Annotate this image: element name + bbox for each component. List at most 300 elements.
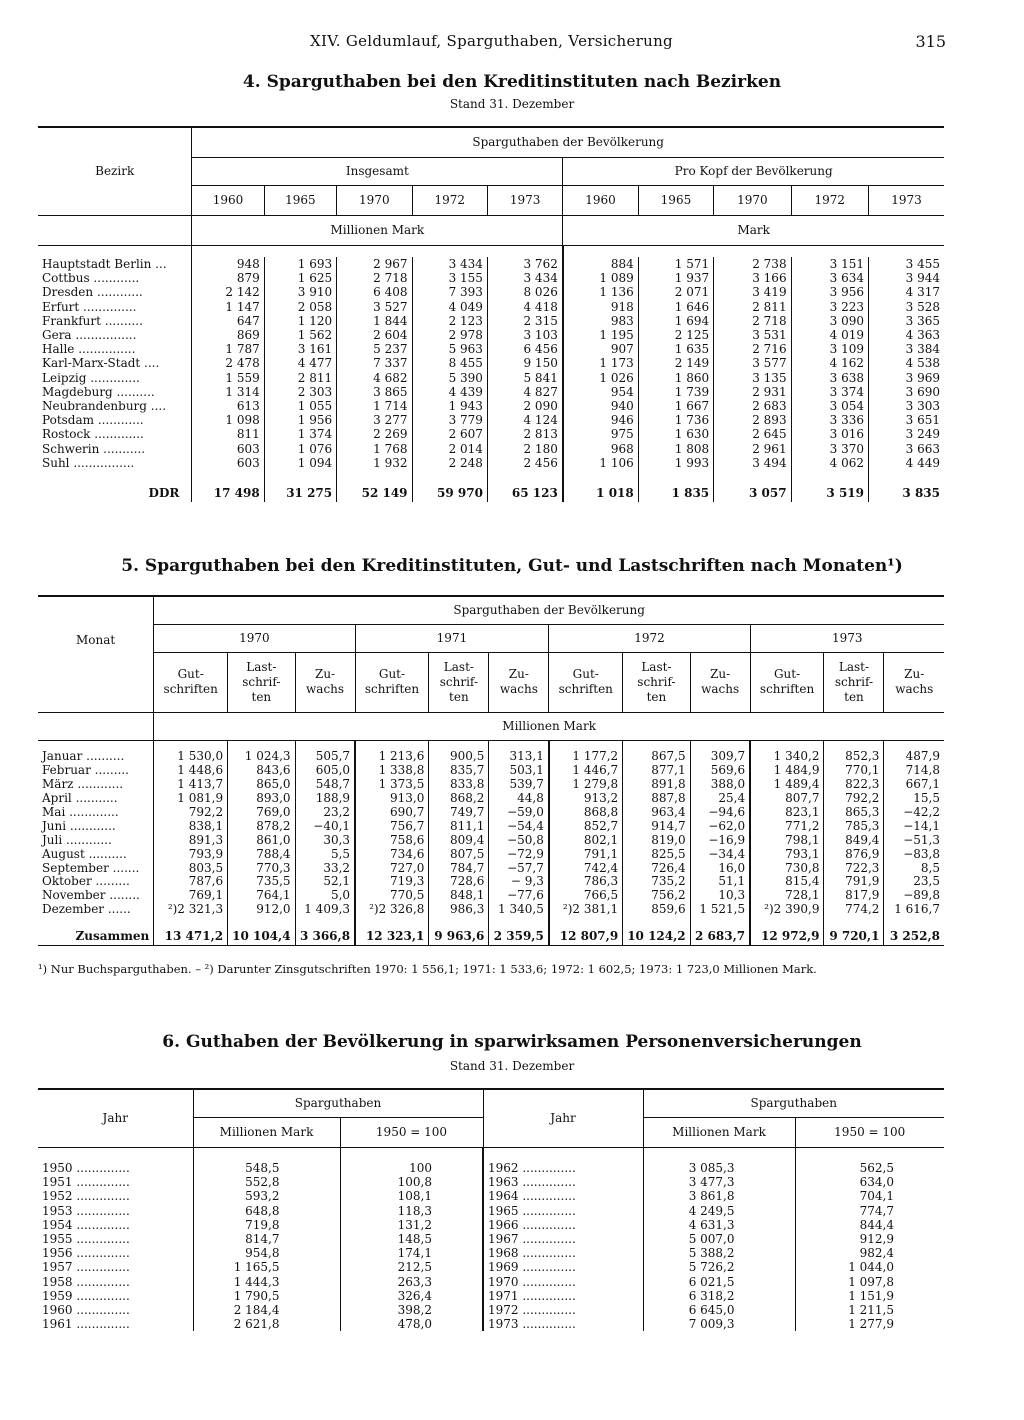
table-row [38,257,944,271]
row-label: Hauptstadt Berlin ... [42,257,167,272]
row-label: 1951 .............. [42,1175,130,1190]
table-row [38,1161,944,1175]
table-cell: 6 645,0 [643,1303,795,1317]
table-cell: 1 446,7 [549,764,623,778]
table-cell: 3 865 [337,385,412,399]
table-cell: 4 124 [487,413,562,427]
table-cell: 65 123 [487,484,562,502]
table-cell: 1 739 [638,385,713,399]
running-header [0,32,1024,52]
table-cell: 3 779 [412,413,487,427]
table-row [38,1175,944,1189]
table-cell: 4 538 [869,356,945,370]
row-label: 1955 .............. [42,1232,130,1247]
table-cell: 2 718 [337,271,412,285]
table-cell: 2 716 [714,342,791,356]
table-cell: 212,5 [340,1260,483,1274]
table-cell: 983 [563,314,638,328]
table-cell: 2 125 [638,328,713,342]
row-label: Frankfurt .......... [42,313,143,328]
table-cell: 4 477 [264,356,336,370]
table-cell: 907 [563,342,638,356]
table-cell: 23,2 [295,806,355,820]
row-label: 1957 .............. [42,1260,130,1275]
row-label: 1973 .............. [483,1317,643,1331]
table-cell: 3 577 [714,356,791,370]
table5-sub-header: Zu- wachs [489,652,549,712]
running-title: XIV. Geldumlauf, Sparguthaben, Versicherung [310,32,673,50]
table-cell: 3 103 [487,328,562,342]
table-cell: 3 419 [714,285,791,299]
table-cell: 982,4 [795,1246,944,1260]
table-cell: 647 [192,314,264,328]
table-cell: 788,4 [228,847,295,861]
table-cell: 100,8 [340,1175,483,1189]
table6-unit-mio-right: Millionen Mark [643,1117,795,1147]
table-cell: 833,8 [429,778,489,792]
table-cell: 912,9 [795,1232,944,1246]
table-row [38,356,944,370]
table-cell: 727,0 [355,861,429,875]
row-label: August .......... [42,846,127,861]
table-cell: 1 089 [563,271,638,285]
table-cell: 3 477,3 [643,1175,795,1189]
table-row [38,889,944,903]
table-cell: 1 448,6 [154,764,228,778]
table-cell: 5 390 [412,371,487,385]
table-row [38,441,944,455]
table-cell: 3 663 [869,441,945,455]
table-cell: 4 449 [869,456,945,470]
table-cell: 852,7 [549,819,623,833]
table-cell: 1 374 [264,427,336,441]
table-cell: 726,4 [623,861,690,875]
table-cell: 770,1 [824,764,884,778]
table-cell: −89,8 [884,889,944,903]
row-label: Karl-Marx-Stadt .... [42,356,160,371]
table-cell: −72,9 [489,847,549,861]
table4-year-header: 1965 [264,185,336,215]
table-cell: 802,1 [549,833,623,847]
table-cell: 6 318,2 [643,1289,795,1303]
table-cell: 756,7 [355,819,429,833]
table-cell: 798,1 [750,833,824,847]
table-cell: 785,3 [824,819,884,833]
table-cell: 2 978 [412,328,487,342]
table-cell: 793,1 [750,847,824,861]
table-cell: 1 808 [638,441,713,455]
table-cell: 6 021,5 [643,1275,795,1289]
table-cell: 25,4 [690,792,750,806]
table6-col-jahr-left: Jahr [38,1089,193,1147]
table-cell: 1 106 [563,456,638,470]
table-cell: 667,1 [884,778,944,792]
table4-sub-insgesamt: Insgesamt [192,157,563,185]
table-cell: 758,6 [355,833,429,847]
table-cell: 1 081,9 [154,792,228,806]
table-cell: −51,3 [884,833,944,847]
table-cell: 613 [192,399,264,413]
table-cell: 4 418 [487,300,562,314]
table5-sub-header: Last- schrif- ten [824,652,884,712]
table-cell: 548,5 [193,1161,340,1175]
table4-sub-prokopf: Pro Kopf der Bevölkerung [563,157,944,185]
table-cell: 1 693 [264,257,336,271]
table-row [38,806,944,820]
table-cell: 791,1 [549,847,623,861]
table5-sub-header: Gut- schriften [154,652,228,712]
row-label: Februar ......... [42,763,129,778]
table-cell: 1 860 [638,371,713,385]
table-row [38,285,944,299]
table-cell: 728,1 [750,889,824,903]
table-cell: 4 631,3 [643,1218,795,1232]
row-label: Rostock ............. [42,427,144,442]
table-cell: 2 269 [337,427,412,441]
table-cell: 603 [192,441,264,455]
row-label: Neubrandenburg .... [42,398,167,413]
row-label: November ........ [42,888,140,903]
table6-subtitle: Stand 31. Dezember [449,1059,575,1073]
row-label: Mai ............. [42,805,119,819]
table-cell: 2 683 [714,399,791,413]
table-cell: 1 076 [264,441,336,455]
table-cell: 552,8 [193,1175,340,1189]
row-label: 1963 .............. [483,1175,643,1189]
table5-sub-header: Last- schrif- ten [228,652,295,712]
table-cell: 3 638 [791,371,868,385]
table-cell: 3 494 [714,456,791,470]
table-cell: 1 956 [264,413,336,427]
table-cell: 5 237 [337,342,412,356]
table-cell: 10,3 [690,889,750,903]
table-cell: 2 014 [412,441,487,455]
row-label: 1971 .............. [483,1289,643,1303]
table-cell: 1 790,5 [193,1289,340,1303]
table-cell: 3 969 [869,371,945,385]
row-label: März ............ [42,777,124,792]
table-cell: −14,1 [884,819,944,833]
table-cell: 634,0 [795,1175,944,1189]
table-cell: 3 370 [791,441,868,455]
table-row [38,271,944,285]
table-cell: 1 338,8 [355,764,429,778]
table-row [38,371,944,385]
table4-year-header: 1972 [791,185,868,215]
table-cell: 719,3 [355,875,429,889]
table-cell: −40,1 [295,819,355,833]
table-cell: 388,0 [690,778,750,792]
table5-total-row [38,927,944,945]
table-cell: 771,2 [750,819,824,833]
table-cell: 3 434 [487,271,562,285]
table5-sub-header: Zu- wachs [295,652,355,712]
table-cell: 7 337 [337,356,412,370]
table-cell: 51,1 [690,875,750,889]
table-cell: 1 559 [192,371,264,385]
table-cell: 809,4 [429,833,489,847]
table-cell: 954,8 [193,1246,340,1260]
table5-sub-header: Zu- wachs [884,652,944,712]
table-cell: 2 621,8 [193,1317,340,1331]
table-cell: 704,1 [795,1189,944,1203]
table-cell: 12 323,1 [355,927,429,945]
table-cell: 3 634 [791,271,868,285]
table-cell: 1 413,7 [154,778,228,792]
table-cell: 1 993 [638,456,713,470]
row-label: Dresden ............ [42,285,143,300]
table-cell: 3 910 [264,285,336,299]
table-cell: 487,9 [884,750,944,764]
table-cell: 3 434 [412,257,487,271]
table-row [38,399,944,413]
table-cell: 877,1 [623,764,690,778]
row-label: 1969 .............. [483,1260,643,1274]
table-cell: 774,7 [795,1204,944,1218]
table6-col-jahr-right: Jahr [483,1089,643,1147]
row-label: 1967 .............. [483,1232,643,1246]
table-cell: 1 151,9 [795,1289,944,1303]
table-cell: 3 135 [714,371,791,385]
table-cell: 735,5 [228,875,295,889]
table-cell: 807,5 [429,847,489,861]
table-cell: 569,6 [690,764,750,778]
table-cell: 3 166 [714,271,791,285]
table-cell: 148,5 [340,1232,483,1246]
row-label: Zusammen [75,928,150,943]
table-cell: 876,9 [824,847,884,861]
row-label: 1952 .............. [42,1189,130,1204]
table5-sub-header: Last- schrif- ten [429,652,489,712]
table-cell: 825,5 [623,847,690,861]
table-row [38,1303,944,1317]
table-cell: −34,4 [690,847,750,861]
table-cell: 313,1 [489,750,549,764]
table-cell: 769,1 [154,889,228,903]
table-cell: −42,2 [884,806,944,820]
table-cell: 1 340,5 [489,903,549,917]
table4 [38,126,944,502]
table-cell: 1 136 [563,285,638,299]
table-cell: 1 213,6 [355,750,429,764]
table-cell: 2 604 [337,328,412,342]
table-cell: 4 317 [869,285,945,299]
table-cell: 811,1 [429,819,489,833]
table-cell: 3 944 [869,271,945,285]
table-cell: 3 835 [869,484,945,502]
table-cell: 770,3 [228,861,295,875]
table-cell: 865,3 [824,806,884,820]
table-cell: 1 736 [638,413,713,427]
table-cell: 52 149 [337,484,412,502]
table-row [38,819,944,833]
table-cell: 714,8 [884,764,944,778]
table-cell: 868,8 [549,806,623,820]
table6-title: 6. Guthaben der Bevölkerung in sparwirksamen Personenversicherungen [162,1032,862,1052]
table-cell: 868,2 [429,792,489,806]
table-cell: 1 562 [264,328,336,342]
row-label: Dezember ...... [42,902,131,917]
table5-year-header: 1973 [750,624,944,652]
row-label: 1953 .............. [42,1203,130,1218]
table-cell: 3 085,3 [643,1161,795,1175]
table-cell: 4 249,5 [643,1204,795,1218]
table5-footnote: ¹) Nur Buchsparguthaben. – ²) Darunter Zinsgutschriften 1970: 1 556,1; 1971: 1 533,6; 1972: 1 602,5; 1973: 1 723,0 Millionen Mark. [38,962,817,976]
row-label: 1961 .............. [42,1317,130,1332]
table-cell: 986,3 [429,903,489,917]
row-label: 1956 .............. [42,1246,130,1261]
table-cell: 1 521,5 [690,903,750,917]
row-label: 1968 .............. [483,1246,643,1260]
table-cell: 4 439 [412,385,487,399]
table-cell: 4 062 [791,456,868,470]
table4-total-row [38,484,944,502]
row-label: 1972 .............. [483,1303,643,1317]
row-label: September ....... [42,860,140,875]
table-cell: 5 963 [412,342,487,356]
table-cell: 593,2 [193,1189,340,1203]
table-cell: 3 090 [791,314,868,328]
row-label: Magdeburg .......... [42,384,155,399]
table-cell: −83,8 [884,847,944,861]
table-cell: 1 694 [638,314,713,328]
table-cell: 188,9 [295,792,355,806]
table-cell: 954 [563,385,638,399]
row-label: 1954 .............. [42,1217,130,1232]
table-cell: 838,1 [154,819,228,833]
table-row [38,792,944,806]
table-cell: 2 738 [714,257,791,271]
table-cell: 5 841 [487,371,562,385]
table-cell: 1 635 [638,342,713,356]
table-cell: 1 937 [638,271,713,285]
table-cell: 690,7 [355,806,429,820]
table-row [38,1189,944,1203]
table-cell: 1 211,5 [795,1303,944,1317]
table-cell: 7 009,3 [643,1317,795,1331]
row-label: Potsdam ............ [42,413,144,428]
table6-unit-index-right: 1950 = 100 [795,1117,944,1147]
table-row [38,427,944,441]
table-cell: 100 [340,1161,483,1175]
table6 [38,1088,944,1331]
table5 [38,595,944,946]
table-cell: 1 787 [192,342,264,356]
table-cell: 867,5 [623,750,690,764]
table-cell: 131,2 [340,1218,483,1232]
table-cell: 735,2 [623,875,690,889]
table-cell: 3 690 [869,385,945,399]
table-cell: 1 147 [192,300,264,314]
table-cell: 2 180 [487,441,562,455]
table-row [38,750,944,764]
table-cell: 861,0 [228,833,295,847]
table-cell: 2 893 [714,413,791,427]
table-cell: −16,9 [690,833,750,847]
table-cell: 9 720,1 [824,927,884,945]
table-cell: 2 931 [714,385,791,399]
table5-sub-header: Zu- wachs [690,652,750,712]
table-cell: 734,6 [355,847,429,861]
table-cell: 30,3 [295,833,355,847]
table-cell: 1 484,9 [750,764,824,778]
table-cell: 3 109 [791,342,868,356]
table-row [38,833,944,847]
table-row [38,778,944,792]
table-cell: 946 [563,413,638,427]
table-row [38,385,944,399]
table-cell: 749,7 [429,806,489,820]
table-cell: 4 682 [337,371,412,385]
table5-sub-header: Gut- schriften [355,652,429,712]
row-label: 1965 .............. [483,1204,643,1218]
table-cell: 807,7 [750,792,824,806]
table-cell: 3 151 [791,257,868,271]
table-cell: 1 571 [638,257,713,271]
row-label: DDR [148,485,180,500]
table-cell: 1 409,3 [295,903,355,917]
table-cell: 912,0 [228,903,295,917]
table-cell: 1 835 [638,484,713,502]
table-row [38,1218,944,1232]
table-cell: 803,5 [154,861,228,875]
table-cell: 4 827 [487,385,562,399]
table-cell: 948 [192,257,264,271]
table-cell: 7 393 [412,285,487,299]
table6-group-left: Sparguthaben [193,1089,483,1117]
table-cell: 16,0 [690,861,750,875]
table5-sub-header: Last- schrif- ten [623,652,690,712]
table-cell: 4 162 [791,356,868,370]
table-cell: 3 374 [791,385,868,399]
table4-year-header: 1973 [869,185,945,215]
table-cell: 887,8 [623,792,690,806]
table5-sub-header: Gut- schriften [549,652,623,712]
table-cell: 884 [563,257,638,271]
table-cell: 3 252,8 [884,927,944,945]
table-row [38,1317,944,1331]
table-cell: 1 714 [337,399,412,413]
table-cell: 2 813 [487,427,562,441]
table-row [38,861,944,875]
table4-unit-millionen: Millionen Mark [192,215,563,245]
page-number: 315 [915,32,946,51]
table-cell: 174,1 [340,1246,483,1260]
table-cell: 849,4 [824,833,884,847]
table5-year-header: 1970 [154,624,355,652]
table-cell: 786,3 [549,875,623,889]
row-label: 1970 .............. [483,1275,643,1289]
table-cell: 792,2 [824,792,884,806]
table-cell: 1 055 [264,399,336,413]
table-cell: 878,2 [228,819,295,833]
table-row [38,1204,944,1218]
table-cell: 2 961 [714,441,791,455]
table-cell: 913,0 [355,792,429,806]
table-cell: 52,1 [295,875,355,889]
table-cell: 398,2 [340,1303,483,1317]
table-cell: 2 090 [487,399,562,413]
table-cell: 562,5 [795,1161,944,1175]
table5-title: 5. Sparguthaben bei den Kreditinstituten, Gut- und Lastschriften nach Monaten¹) [121,556,903,576]
table-cell: 605,0 [295,764,355,778]
table-cell: 1 625 [264,271,336,285]
table5-group-header: Sparguthaben der Bevölkerung [154,596,944,624]
table-cell: 12 972,9 [750,927,824,945]
table-cell: 891,8 [623,778,690,792]
table-cell: 1 530,0 [154,750,228,764]
table4-year-header: 1970 [337,185,412,215]
